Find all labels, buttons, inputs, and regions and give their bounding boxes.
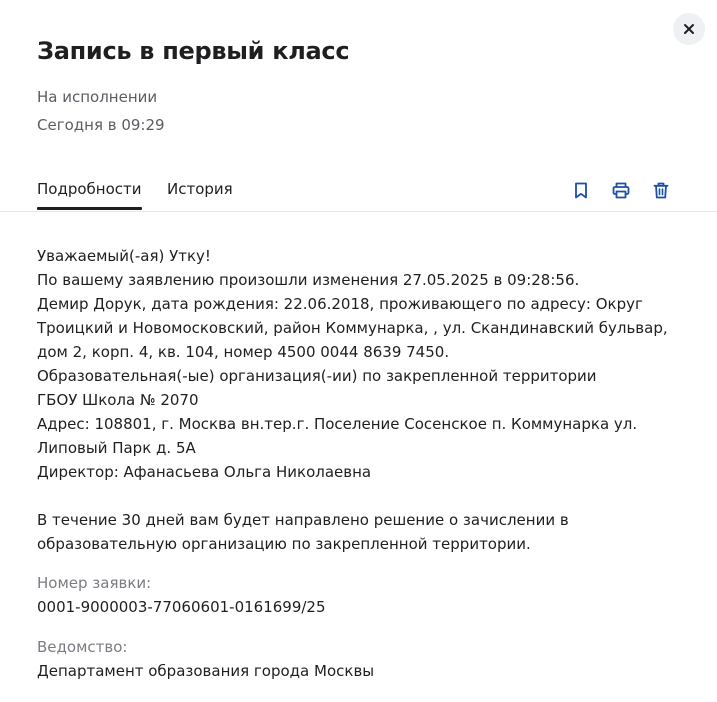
page-title: Запись в первый класс (37, 37, 350, 65)
close-button[interactable] (673, 13, 705, 45)
delete-button[interactable] (650, 179, 672, 201)
greeting: Уважаемый(-ая) Утку! (37, 247, 211, 265)
tab-details[interactable]: Подробности (37, 180, 142, 210)
department-label: Ведомство: (37, 638, 128, 656)
application-number-label: Номер заявки: (37, 574, 152, 592)
tab-bar (0, 166, 717, 212)
close-icon (683, 23, 695, 35)
status-text: На исполнении (37, 88, 158, 106)
message-body (37, 244, 687, 556)
school-director: Директор: Афанасьева Ольга Николаевна (37, 463, 372, 481)
school-address: Адрес: 108801, г. Москва вн.тер.г. Поселение Сосенское п. Коммунарка ул. Липовый Парк д. 5А (37, 415, 638, 457)
trash-icon (653, 182, 669, 199)
print-button[interactable] (610, 179, 632, 201)
change-notice: По вашему заявлению произошли изменения 27.05.2025 в 09:28:56. (37, 271, 580, 289)
bookmark-icon (574, 182, 588, 199)
application-number-value: 0001-9000003-77060601-0161699/25 (37, 598, 326, 616)
department-value: Департамент образования города Москвы (37, 662, 375, 680)
tab-history[interactable]: История (167, 180, 233, 198)
bookmark-button[interactable] (570, 179, 592, 201)
organization-heading: Образовательная(-ые) организация(-ии) по закрепленной территории (37, 367, 597, 385)
print-icon (612, 182, 630, 199)
decision-notice: В течение 30 дней вам будет направлено решение о зачислении в образовательную организацию по закрепленной территории. (37, 511, 569, 553)
child-info: Демир Дорук, дата рождения: 22.06.2018, проживающего по адресу: Округ Троицкий и Новомосковский, район Коммунарка, , ул. Скандинавский бульвар, дом 2, корп. 4, кв. 104, номер 4500 0044 8639 7450. (37, 295, 668, 361)
updated-time: Сегодня в 09:29 (37, 116, 165, 134)
school-name: ГБОУ Школа № 2070 (37, 391, 199, 409)
